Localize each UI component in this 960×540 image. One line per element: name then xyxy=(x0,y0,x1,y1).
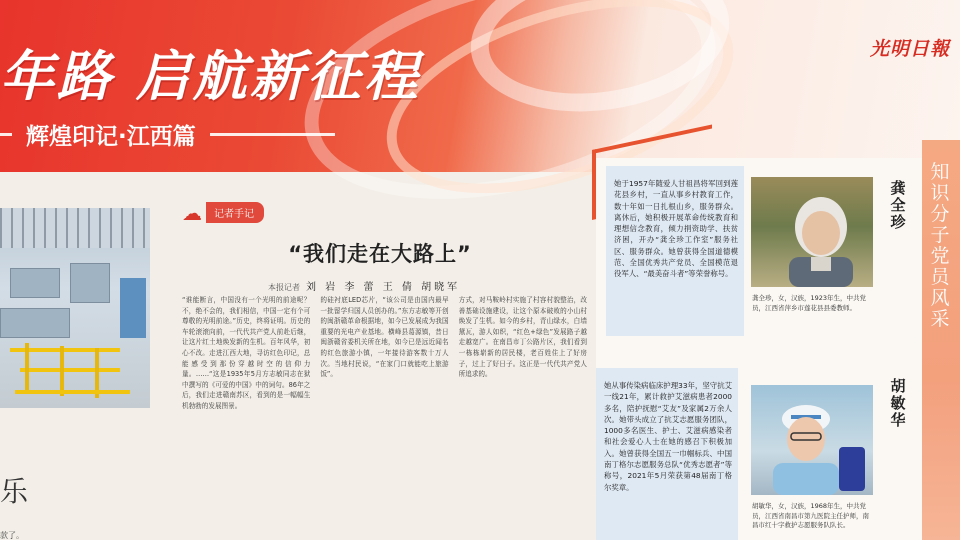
section-tag xyxy=(182,202,264,223)
person-card xyxy=(606,166,744,336)
cloud-ornament-icon: ☁ xyxy=(182,200,202,225)
portrait-photo xyxy=(751,177,873,287)
yellow-rail xyxy=(20,368,120,372)
equipment-panel xyxy=(120,278,146,338)
portrait-caption: 胡敏华，女，汉族，1968年生，中共党员，江西省南昌市第九医院主任护师，南昌市红十字救护志愿服务队队长。 xyxy=(752,502,869,530)
byline-prefix: 本报记者 xyxy=(268,283,300,292)
machine xyxy=(0,308,70,338)
feature-side-title: 知识分子党员风采 xyxy=(930,161,950,330)
yellow-rail xyxy=(15,390,130,394)
portrait-figure xyxy=(751,385,873,495)
divider xyxy=(0,133,12,136)
section-tag-label: 记者手记 xyxy=(206,202,264,223)
partial-text: 款了。 xyxy=(0,531,24,540)
article-title: “我们走在大路上” xyxy=(288,242,472,266)
factory-photo xyxy=(0,208,150,408)
person-card xyxy=(596,368,738,540)
person-name: 胡敏华 xyxy=(890,377,906,429)
article-column: 方式，对马鞍岭村实施了村容村貌整治，改善基础设施建设，让这个原本破败的小山村焕发了生机。如今的乡村，青山绿水，白墙黛瓦，游人如织，“红色+绿色”发展路子越走越宽广。在南昌市丁公路片区，我们看到一栋栋崭新的居民楼，老百姓住上了好房子，过上了好日子。这正是一代代共产党人所追求的。 xyxy=(458,296,587,379)
portrait-photo xyxy=(751,385,873,495)
machine xyxy=(10,268,60,298)
article-body xyxy=(182,295,587,540)
newspaper-masthead: 光明日報 xyxy=(869,38,950,60)
header-banner xyxy=(0,0,960,172)
person-bio: 她于1957年随爱人甘祖昌将军回到莲花县乡村，一直从事乡村教育工作，数十年如一日扎根山乡，服务群众。离休后，她积极开展革命传统教育和理想信念教育，倾力捐资助学、扶贫济困，开办“龚全珍工作室”服务社区、服务群众。她曾获得全国道德模范、全国优秀共产党员、全国模范退役军人、“最美奋斗者”等荣誉称号。 xyxy=(614,179,738,279)
portrait-figure xyxy=(751,177,873,287)
article-byline xyxy=(268,278,460,293)
factory-roof xyxy=(0,208,150,248)
machine xyxy=(70,263,110,303)
portrait-caption: 龚全珍，女，汉族，1923年生，中共党员，江西省萍乡市莲花县县委教师。 xyxy=(752,294,867,312)
banner-subtitle-text: 辉煌印记·江西篇 xyxy=(26,123,196,150)
person-bio: 她从事传染病临床护理33年，坚守抗艾一线21年，累计救护艾滋病患者2000多名，陪护抚慰“艾友”及家属2万余人次。她带头成立了抗艾志愿服务团队，1000多名医生、护士、艾滋病感染者和社会爱心人士在她的感召下积极加入。她曾获得全国五一巾帼标兵、中国南丁格尔志愿服务总队“优秀志愿者”等称号，2021年5月荣获第48届南丁格尔奖章。 xyxy=(604,381,732,492)
divider xyxy=(210,133,335,136)
article-column: “谁能断言，中国没有一个光明的前途呢？不，绝不会的，我们相信，中国一定有个可尊敬的光明前途。”历史，终将证明。历史的车轮滚滚向前，一代代共产党人前赴后继，让这片红土地焕发新的生机。百年风华，初心不改。走进江西大地，寻访红色印记，总能感受到那份穿越时空的信仰力量。……“这是1935年5月方志敏同志在狱中撰写的《可爱的中国》中的词句。86年之后，我们走进赣南苏区，看到的是一幅幅生机勃勃的发展图景。 xyxy=(182,296,311,410)
partial-headline: 乐 xyxy=(0,475,29,508)
yellow-post xyxy=(60,346,64,396)
banner-title: 年路 启航新征程 xyxy=(0,45,421,108)
article-column: 的硅衬底LED芯片，“该公司是由国内最早一批留学归国人员创办的。”东方志敏等开创的闽浙赣革命根据地，如今已发展成为我国重要的光电产业基地。横峰县葛源镇，昔日闽浙赣省委机关所在地，如今已是远近闻名的红色旅游小镇，一年接待游客数十万人次。当地村民说，“在家门口就能吃上旅游饭”。 xyxy=(320,296,449,379)
yellow-post xyxy=(25,343,29,393)
person-name: 龚全珍 xyxy=(890,179,906,231)
banner-subtitle xyxy=(0,122,335,150)
byline-authors: 刘 岩 李 蕾 王 倩 胡晓军 xyxy=(306,282,461,293)
